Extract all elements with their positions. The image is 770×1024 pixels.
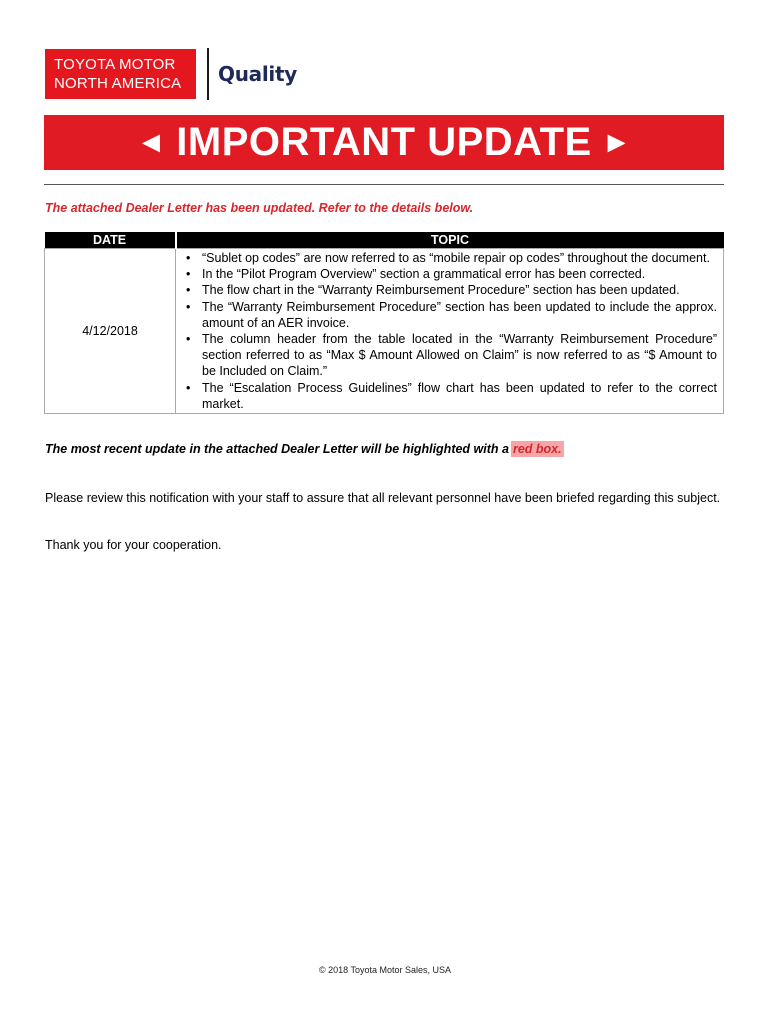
- section-title: Quality: [218, 62, 297, 86]
- left-arrow-icon: ◄: [136, 125, 167, 159]
- table-header-row: [45, 232, 724, 249]
- table-row: [45, 249, 724, 414]
- update-table: [44, 232, 724, 414]
- date-header: DATE: [45, 232, 176, 249]
- review-paragraph: Please review this notification with your staff to assure that all relevant personnel have been briefed regarding this subject.: [45, 491, 721, 505]
- toyota-logo: [45, 49, 196, 99]
- list-item: • The column header from the table located in the “Warranty Reimbursement Procedure” section referred to as “Max $ Amount Allowed on Claim” is now referred to as “$ Amount to be Included on Claim.”: [202, 331, 717, 380]
- list-item: • The “Escalation Process Guidelines” flow chart has been updated to refer to the correct market.: [202, 380, 717, 412]
- recent-note-text: The most recent update in the attached Dealer Letter will be highlighted with a: [45, 442, 509, 456]
- divider: [44, 184, 724, 185]
- red-box-highlight: red box.: [512, 442, 562, 456]
- list-item: • The “Warranty Reimbursement Procedure” section has been updated to include the approx. amount of an AER invoice.: [202, 299, 717, 331]
- logo-divider: [207, 48, 209, 100]
- recent-update-note: [45, 442, 564, 456]
- topic-list: [176, 250, 717, 412]
- important-update-banner: [44, 115, 724, 170]
- banner-title: IMPORTANT UPDATE: [176, 120, 592, 164]
- right-arrow-icon: ►: [601, 125, 632, 159]
- thanks-paragraph: Thank you for your cooperation.: [45, 538, 222, 552]
- date-cell: 4/12/2018: [45, 249, 176, 414]
- logo-line-1: TOYOTA MOTOR: [54, 56, 176, 73]
- intro-text: The attached Dealer Letter has been updated. Refer to the details below.: [45, 201, 474, 215]
- topic-header: TOPIC: [176, 232, 724, 249]
- list-item: • In the “Pilot Program Overview” section a grammatical error has been corrected.: [202, 266, 717, 282]
- list-item: • “Sublet op codes” are now referred to as “mobile repair op codes” throughout the document.: [202, 250, 717, 266]
- footer-copyright: © 2018 Toyota Motor Sales, USA: [318, 965, 452, 975]
- list-item: • The flow chart in the “Warranty Reimbursement Procedure” section has been updated.: [202, 282, 717, 298]
- topic-cell: [176, 249, 724, 414]
- logo-line-2: NORTH AMERICA: [54, 75, 182, 92]
